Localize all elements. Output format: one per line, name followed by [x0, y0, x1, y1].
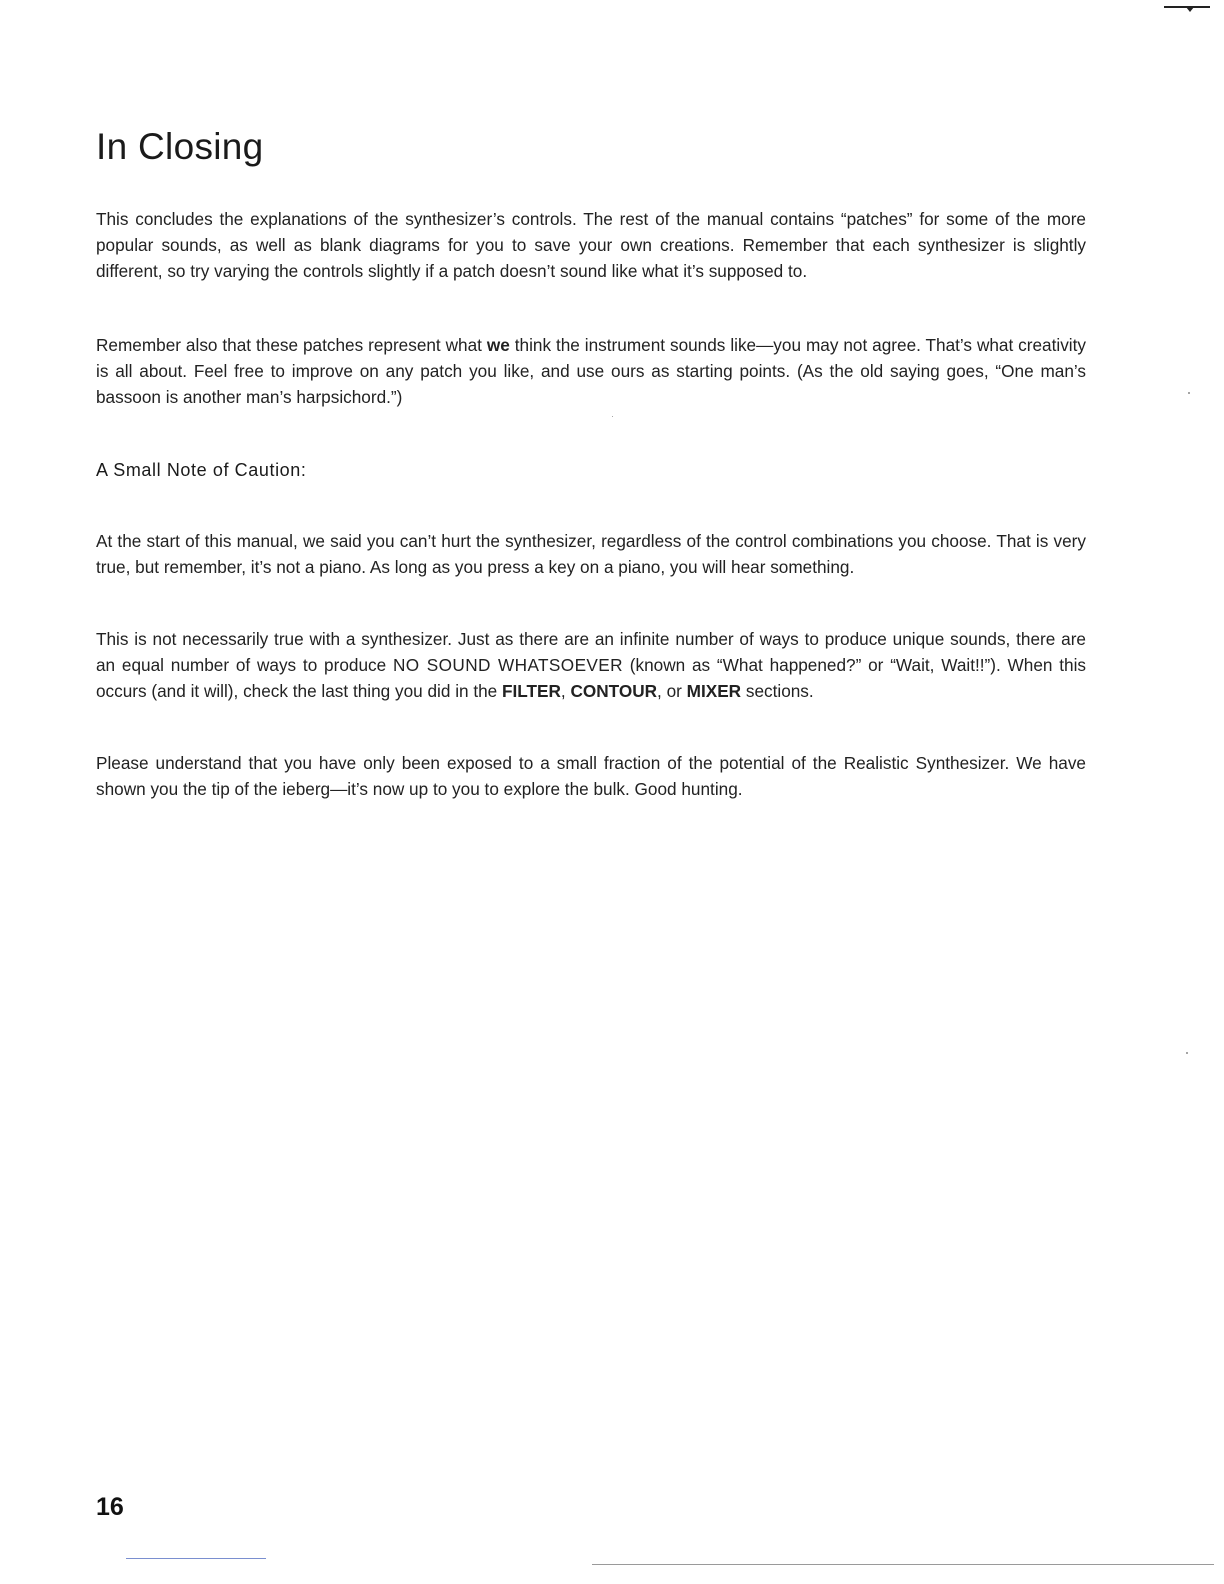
footer-rule-left	[126, 1558, 266, 1559]
footer-rule-right	[592, 1564, 1214, 1565]
paragraph-remember-also	[96, 332, 1086, 410]
paragraph-no-sound	[96, 626, 1086, 704]
emphasis-we: we	[486, 335, 510, 355]
subheading-caution: A Small Note of Caution:	[96, 460, 307, 480]
scan-speck	[612, 416, 613, 417]
section-name-filter: FILTER	[502, 681, 561, 701]
paragraph-closing: Please understand that you have only been exposed to a small fraction of the potential of the Realistic Synthesizer. We have shown you the tip of the ieberg—it’s now up to you to explore the bulk. Good hunting.	[96, 753, 1086, 799]
paragraph-text: think the instrument sounds like—you may not agree. That’s what creativity is all about. Feel free to improve on any patch you like, and use ours as starting points. (As the old saying goes, “One man’s bassoon is another man’s harpsichord.”)	[96, 335, 1086, 407]
paragraph-text: This is not necessarily true with a synthesizer. Just as there are an infinite number of ways to produce unique sounds, there are an equal number of ways to produce	[96, 629, 1086, 675]
page-number: 16	[96, 1493, 124, 1521]
paragraph-text: (known as “What happened?” or “Wait, Wait!!”). When this occurs (and it will), check the last thing you did in the	[96, 655, 1086, 701]
page-title: In Closing	[96, 126, 264, 167]
paragraph-text: sections.	[741, 681, 814, 701]
paragraph-text: , or	[657, 681, 687, 701]
scan-speck	[1188, 392, 1190, 394]
emphasis-no-sound: NO SOUND WHATSOEVER	[392, 655, 623, 675]
paragraph-text: Remember also that these patches represent what	[96, 335, 487, 355]
section-name-contour: CONTOUR	[570, 681, 658, 701]
paragraph-intro: This concludes the explanations of the synthesizer’s controls. The rest of the manual contains “patches” for some of the more popular sounds, as well as blank diagrams for you to save your own creations. Remember that each synthesizer is slightly different, so try varying the controls slightly if a patch doesn’t sound like what it’s supposed to.	[96, 209, 1086, 281]
corner-registration-mark	[1164, 6, 1210, 8]
paragraph-caution: At the start of this manual, we said you can’t hurt the synthesizer, regardless of the control combinations you choose. That is very true, but remember, it’s not a piano. As long as you press a key on a piano, you will hear something.	[96, 531, 1086, 577]
paragraph-text: ,	[560, 681, 571, 701]
section-name-mixer: MIXER	[686, 681, 742, 701]
scan-speck	[1186, 1052, 1188, 1054]
